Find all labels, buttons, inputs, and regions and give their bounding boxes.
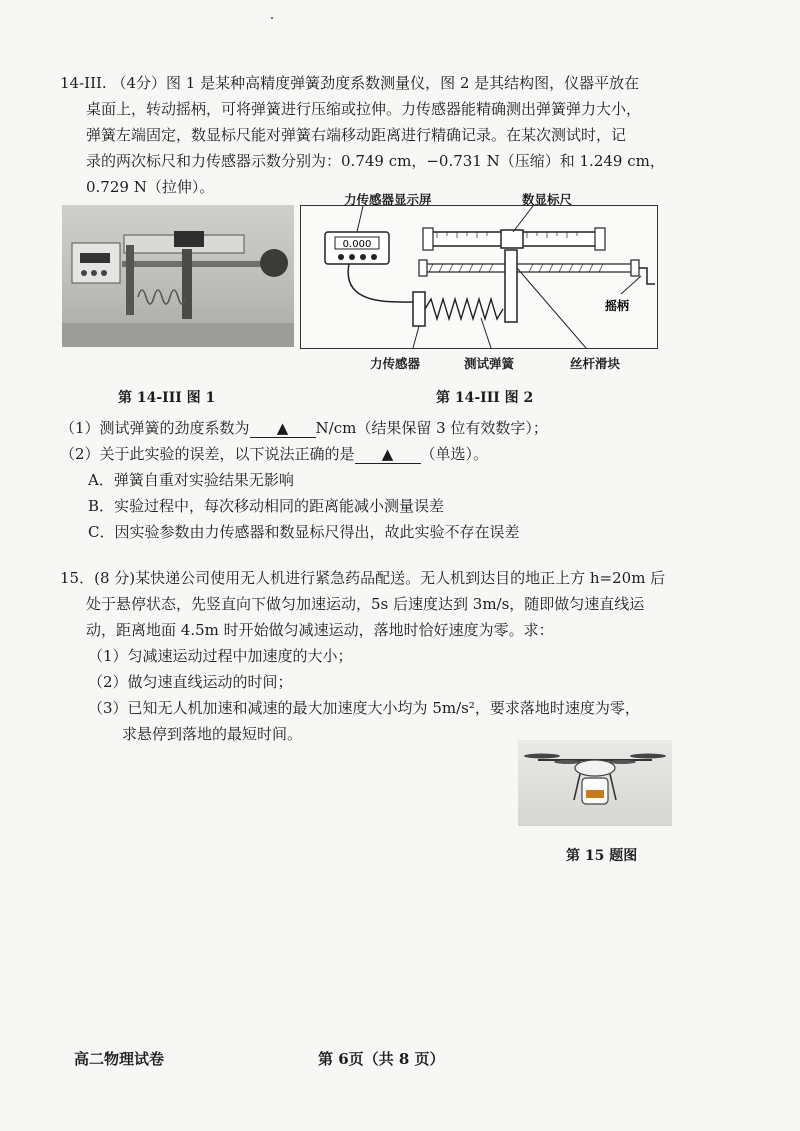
fig1-photo [62, 205, 294, 347]
lead-screw [423, 264, 635, 272]
footer-page-number: 第 6页（共 8 页） [318, 1050, 445, 1068]
drone-icon [518, 740, 672, 826]
q14-sub2-prompt: （2）关于此实验的误差，以下说法正确的是 [60, 445, 355, 463]
q15-part-3-cont: 求悬停到落地的最短时间。 [122, 725, 303, 743]
answer-blank-2[interactable]: ▲ [355, 445, 421, 464]
q15-part-3: （3）已知无人机加速和减速的最大加速度大小均为 5m/s²，要求落地时速度为零， [88, 699, 640, 717]
scan-mark [271, 17, 273, 19]
q14-sub1 [60, 415, 548, 442]
drone-fig-caption: 第 15 题图 [566, 848, 638, 864]
fig1-caption: 第 14-III 图 1 [118, 390, 216, 406]
force-sensor [413, 292, 425, 326]
fig2-diagram [300, 205, 658, 349]
q14-sub2 [60, 441, 488, 468]
q14-line-3: 弹簧左端固定，数显标尺能对弹簧右端移动距离进行精确记录。在某次测试时，记 [86, 126, 627, 144]
q15-part-1: （1）匀减速运动过程中加速度的大小； [88, 647, 353, 665]
q15-line-2: 处于悬停状态，先竖直向下做匀加速运动，5s 后速度达到 3m/s，随即做匀速直线运 [86, 595, 645, 613]
q14-line-1: 14-III. （4分）图 1 是某种高精度弹簧劲度系数测量仪，图 2 是其结构图，仪器平放在 [60, 74, 640, 92]
option-a: A．弹簧自重对实验结果无影响 [88, 471, 294, 489]
answer-blank-1[interactable]: ▲ [250, 419, 316, 438]
q14-sub2-suffix: （单选）。 [420, 445, 489, 463]
display-readout: 0.000 [342, 239, 372, 250]
q15-part-2: （2）做匀速直线运动的时间； [88, 673, 293, 691]
crank-icon [639, 268, 655, 284]
instrument-photo-drawing [62, 205, 294, 347]
q15-line-1: 15．(8 分)某快递公司使用无人机进行紧急药品配送。无人机到达目的地正上方 h=20m 后 [60, 569, 666, 587]
q14-sub1-prompt: （1）测试弹簧的劲度系数为 [60, 419, 250, 437]
q14-sub1-unit: N/cm（结果保留 3 位有效数字）； [315, 419, 548, 437]
option-c: C．因实验参数由力传感器和数显标尺得出，故此实验不存在误差 [88, 523, 520, 541]
label-display-screen: 力传感器显示屏 [344, 192, 432, 207]
q14-line-4: 录的两次标尺和力传感器示数分别为：0.749 cm，−0.731 N（压缩）和 1.249 cm， [86, 152, 665, 170]
fig2-caption: 第 14-III 图 2 [436, 390, 534, 406]
screw-slider [505, 250, 517, 322]
label-force-sensor: 力传感器 [370, 356, 421, 371]
q15-line-3: 动，距离地面 4.5m 时开始做匀减速运动，落地时恰好速度为零。求： [86, 621, 554, 639]
drone-photo [518, 740, 672, 826]
label-test-spring: 测试弹簧 [464, 356, 515, 371]
option-b: B．实验过程中，每次移动相同的距离能减小测量误差 [88, 497, 445, 515]
q14-line-5: 0.729 N（拉伸）。 [86, 178, 215, 196]
label-screw-slider: 丝杆滑块 [570, 356, 621, 371]
label-digital-ruler: 数显标尺 [522, 192, 573, 207]
q14-line-2: 桌面上，转动摇柄，可将弹簧进行压缩或拉伸。力传感器能精确测出弹簧弹力大小， [86, 100, 642, 118]
label-crank: 摇柄 [604, 299, 630, 313]
structure-diagram [301, 206, 657, 348]
footer-subject: 高二物理试卷 [74, 1050, 165, 1068]
test-spring [425, 299, 503, 319]
